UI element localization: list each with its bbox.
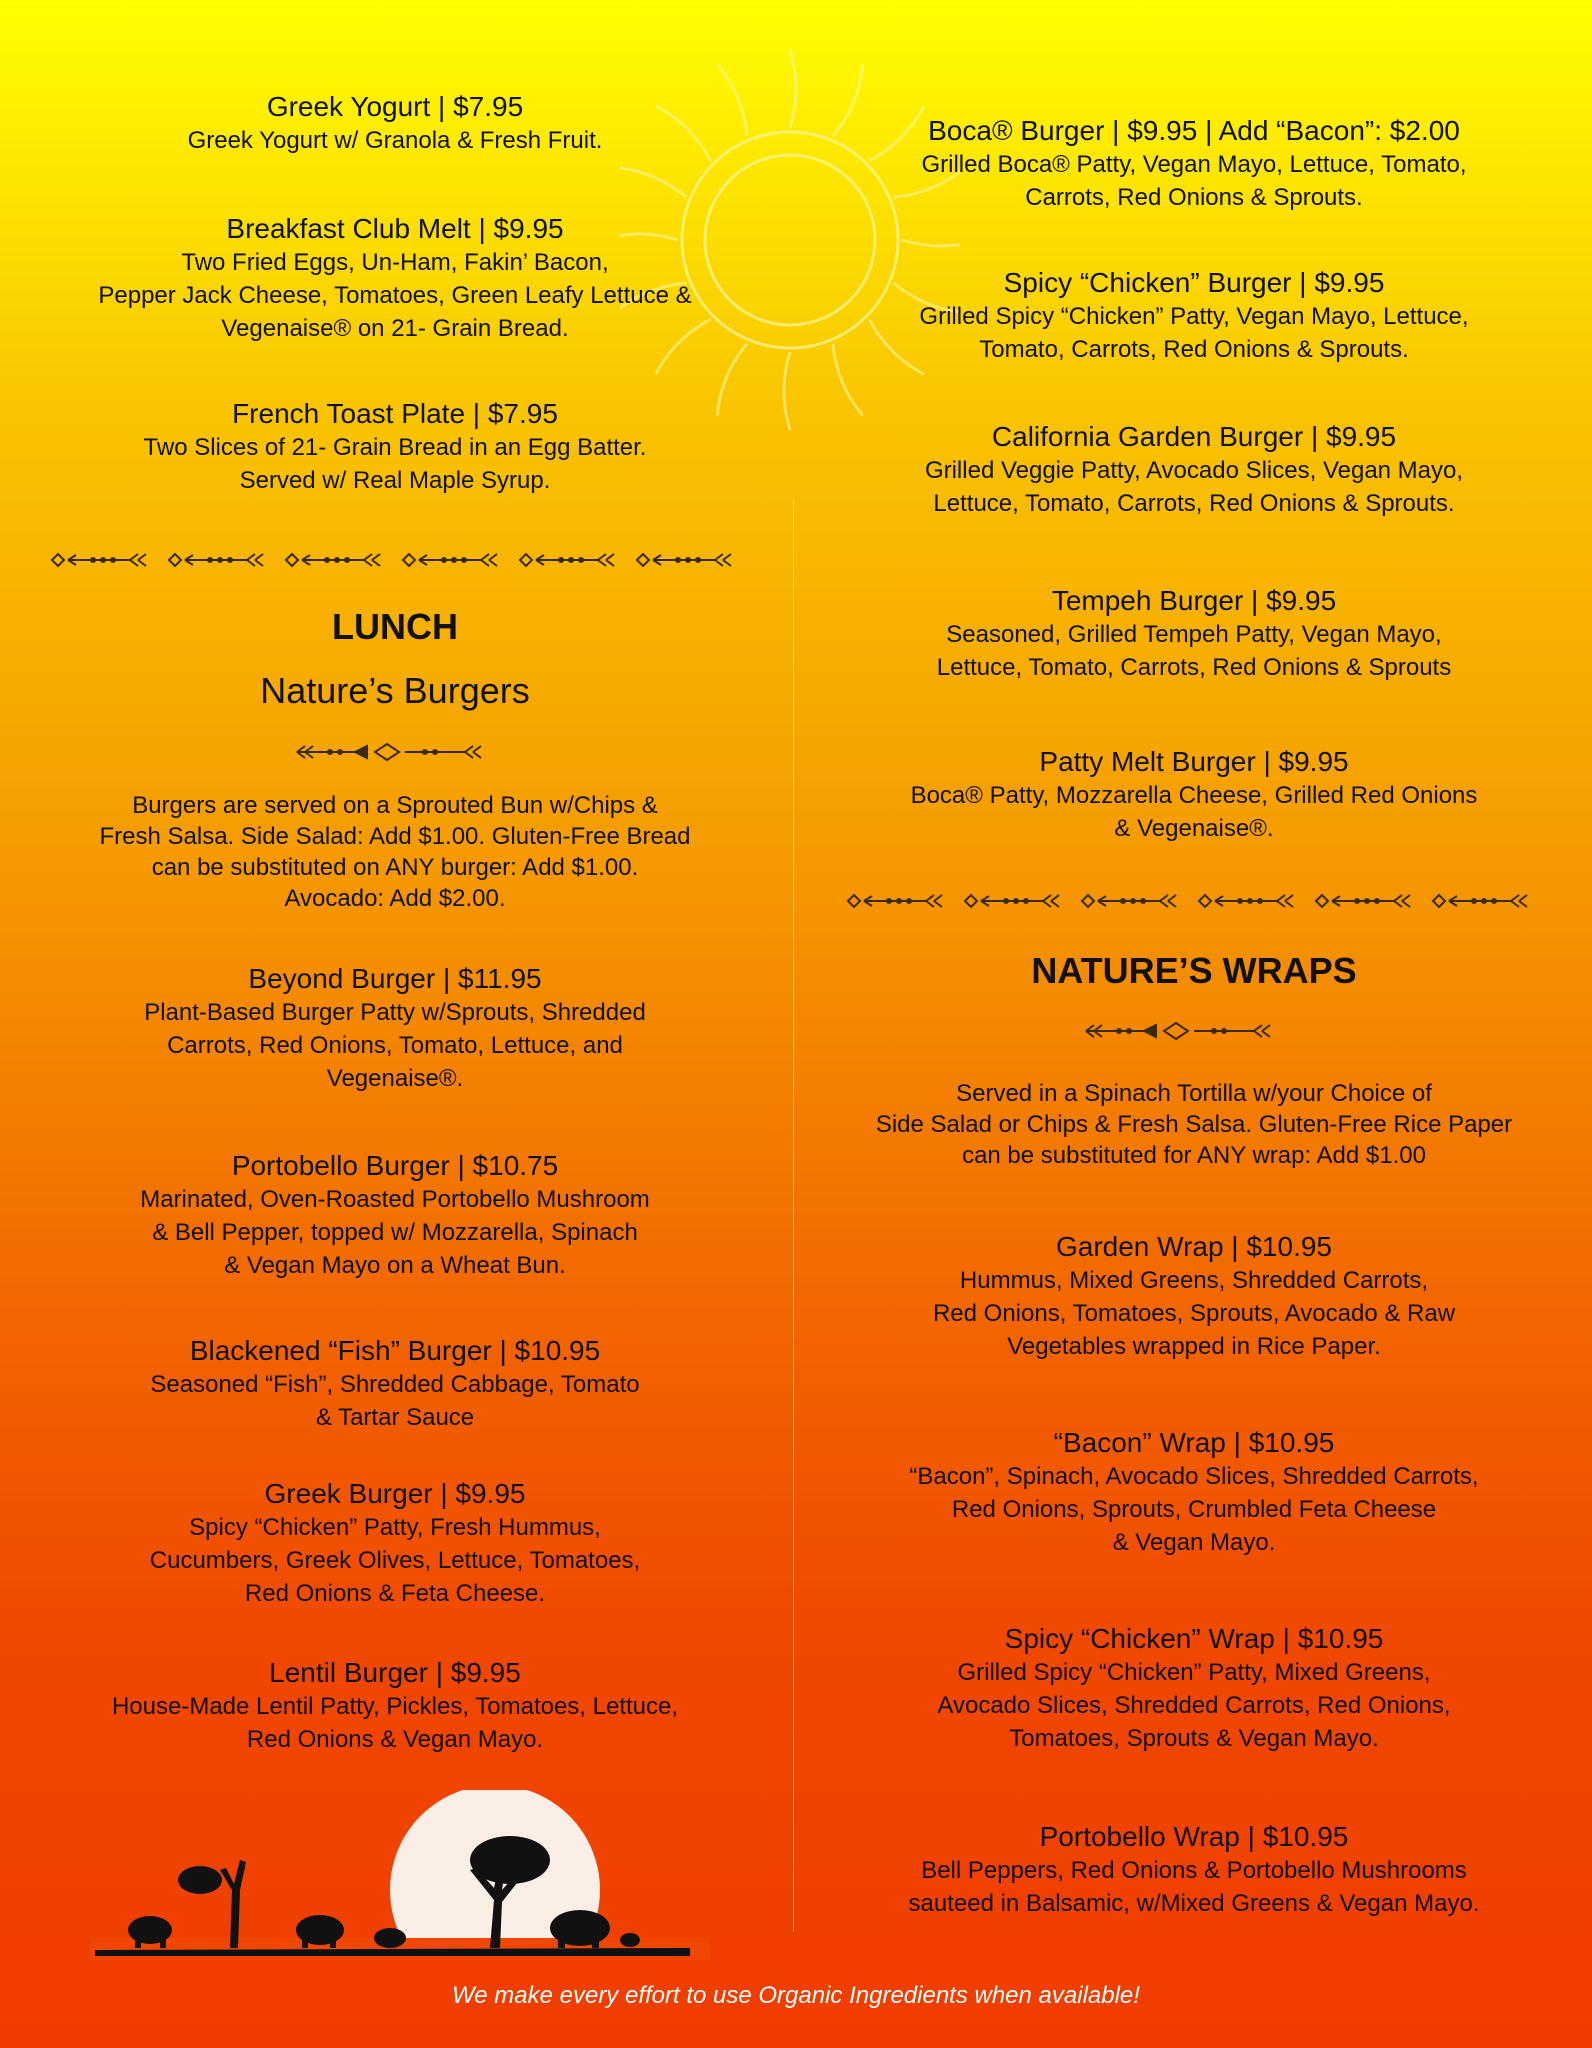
item-desc: Grilled Boca® Patty, Vegan Mayo, Lettuce, Tomato, Carrots, Red Onions & Sprouts. <box>921 151 1467 211</box>
item-desc: Marinated, Oven-Roasted Portobello Mushroom & Bell Pepper, topped w/ Mozzarella, Spinach & Vegan Mayo on a Wheat Bun. <box>140 1186 650 1279</box>
tribal-border-ornament-icon <box>844 891 1544 911</box>
menu-item <box>40 1149 750 1282</box>
item-name: Greek Burger | $9.95 <box>264 1478 526 1509</box>
menu-item <box>40 1477 750 1610</box>
menu-item <box>812 1820 1576 1920</box>
item-name: Boca® Burger | $9.95 | Add “Bacon”: $2.00 <box>928 115 1460 146</box>
item-name: Blackened “Fish” Burger | $10.95 <box>189 1335 601 1366</box>
menu-item <box>40 397 750 497</box>
item-desc: House-Made Lentil Patty, Pickles, Tomatoes, Lettuce, Red Onions & Vegan Mayo. <box>111 1693 679 1753</box>
arrow-ornament-icon <box>1084 1021 1284 1041</box>
menu-item <box>40 90 750 157</box>
item-desc: Two Fried Eggs, Un-Ham, Fakin’ Bacon, Pepper Jack Cheese, Tomatoes, Green Leafy Lettuce & Vegenaise® on 21- Grain Bread. <box>98 249 692 342</box>
item-name: Beyond Burger | $11.95 <box>248 963 542 994</box>
wraps-heading: NATURE’S WRAPS <box>1031 950 1357 991</box>
item-name: Breakfast Club Melt | $9.95 <box>226 213 564 244</box>
menu-item <box>812 745 1576 845</box>
item-desc: Seasoned, Grilled Tempeh Patty, Vegan Mayo, Lettuce, Tomato, Carrots, Red Onions & Sprouts <box>936 621 1452 681</box>
item-name: French Toast Plate | $7.95 <box>232 398 558 429</box>
item-desc: Bell Peppers, Red Onions & Portobello Mushrooms sauteed in Balsamic, w/Mixed Greens & Vegan Mayo. <box>908 1857 1480 1917</box>
menu-item <box>812 1426 1576 1559</box>
menu-item <box>40 212 750 345</box>
item-name: Spicy “Chicken” Wrap | $10.95 <box>1004 1623 1384 1654</box>
item-desc: Two Slices of 21- Grain Bread in an Egg Batter. Served w/ Real Maple Syrup. <box>143 434 647 494</box>
footer-note: We make every effort to use Organic Ingredients when available! <box>452 1982 1140 2009</box>
wraps-note <box>812 1078 1576 1171</box>
menu-item <box>812 114 1576 214</box>
wraps-heading-block <box>812 950 1576 992</box>
item-desc: Seasoned “Fish”, Shredded Cabbage, Tomato & Tartar Sauce <box>150 1371 640 1431</box>
lunch-heading: LUNCH <box>332 606 458 647</box>
item-desc: Hummus, Mixed Greens, Shredded Carrots, Red Onions, Tomatoes, Sprouts, Avocado & Raw Vegetables wrapped in Rice Paper. <box>932 1267 1456 1360</box>
burger-note-text: Burgers are served on a Sprouted Bun w/Chips & Fresh Salsa. Side Salad: Add $1.00. Gluten-Free Bread can be substituted on ANY burger: Add $1.00. Avocado: Add $2.00. <box>99 792 691 912</box>
menu-item <box>812 584 1576 684</box>
item-desc: Grilled Spicy “Chicken” Patty, Mixed Greens, Avocado Slices, Shredded Carrots, Red Onions, Tomatoes, Sprouts & Vegan Mayo. <box>937 1659 1451 1752</box>
item-desc: Boca® Patty, Mozzarella Cheese, Grilled Red Onions & Vegenaise®. <box>910 782 1478 842</box>
wraps-note-text: Served in a Spinach Tortilla w/your Choice of Side Salad or Chips & Fresh Salsa. Gluten-Free Rice Paper can be substituted for ANY wrap: Add $1.00 <box>875 1080 1513 1169</box>
menu-item <box>812 266 1576 366</box>
item-name: “Bacon” Wrap | $10.95 <box>1053 1427 1335 1458</box>
item-desc: Greek Yogurt w/ Granola & Fresh Fruit. <box>187 127 603 154</box>
burgers-subheading: Nature’s Burgers <box>260 670 530 711</box>
item-name: Portobello Wrap | $10.95 <box>1039 1821 1349 1852</box>
menu-item <box>812 420 1576 520</box>
safari-silhouette-icon <box>90 1790 710 1960</box>
menu-item <box>812 1230 1576 1363</box>
column-divider <box>793 500 794 1932</box>
arrow-ornament-icon <box>295 742 495 762</box>
item-name: Spicy “Chicken” Burger | $9.95 <box>1003 267 1385 298</box>
item-desc: Grilled Veggie Patty, Avocado Slices, Vegan Mayo, Lettuce, Tomato, Carrots, Red Onions & Sprouts. <box>924 457 1464 517</box>
item-desc: Grilled Spicy “Chicken” Patty, Vegan Mayo, Lettuce, Tomato, Carrots, Red Onions & Sprouts. <box>919 303 1469 363</box>
menu-item <box>40 1656 750 1756</box>
menu-item <box>40 1334 750 1434</box>
item-name: Greek Yogurt | $7.95 <box>266 91 524 122</box>
item-desc: “Bacon”, Spinach, Avocado Slices, Shredded Carrots, Red Onions, Sprouts, Crumbled Feta Cheese & Vegan Mayo. <box>909 1463 1479 1556</box>
item-name: Tempeh Burger | $9.95 <box>1051 585 1337 616</box>
burger-note <box>40 790 750 914</box>
item-desc: Plant-Based Burger Patty w/Sprouts, Shredded Carrots, Red Onions, Tomato, Lettuce, and Vegenaise®. <box>144 999 646 1092</box>
burgers-subheading-block <box>40 670 750 712</box>
item-desc: Spicy “Chicken” Patty, Fresh Hummus, Cucumbers, Greek Olives, Lettuce, Tomatoes, Red Onions & Feta Cheese. <box>149 1514 641 1607</box>
item-name: California Garden Burger | $9.95 <box>991 421 1397 452</box>
menu-item <box>812 1622 1576 1755</box>
lunch-heading-block <box>40 606 750 648</box>
item-name: Lentil Burger | $9.95 <box>269 1657 521 1688</box>
item-name: Portobello Burger | $10.75 <box>231 1150 559 1181</box>
menu-item <box>40 962 750 1095</box>
item-name: Garden Wrap | $10.95 <box>1055 1231 1333 1262</box>
tribal-border-ornament-icon <box>48 550 748 570</box>
item-name: Patty Melt Burger | $9.95 <box>1039 746 1349 777</box>
